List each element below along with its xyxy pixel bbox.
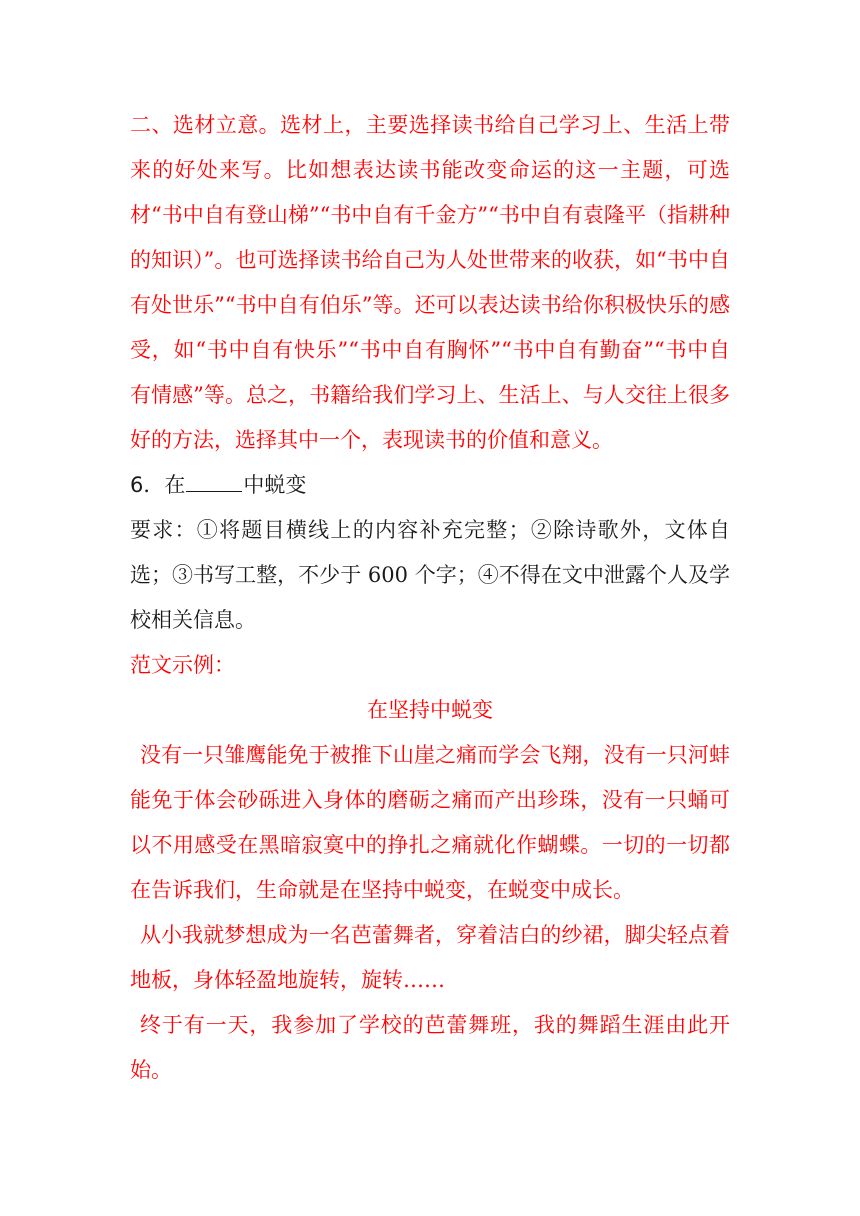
document-page <box>130 103 730 1093</box>
analysis-paragraph: 二、选材立意。选材上，主要选择读书给自己学习上、生活上带来的好处来写。比如想表达读书能改变命运的这一主题，可选材“书中自有登山梯”“书中自有千金方”“书中自有袁隆平（指耕种的知识）”。也可选择读书给自己为人处世带来的收获，如“书中自有处世乐”“书中自有伯乐”等。还可以表达读书给你积极快乐的感受，如“书中自有快乐”“书中自有胸怀”“书中自有勤奋”“书中自有情感”等。总之，书籍给我们学习上、生活上、与人交往上很多好的方法，选择其中一个，表现读书的价值和意义。 <box>130 113 730 452</box>
question-prefix: 在 <box>164 473 186 497</box>
sample-paragraph-2: 从小我就梦想成为一名芭蕾舞者，穿着洁白的纱裙，脚尖轻点着地板，身体轻盈地旋转，旋转…… <box>130 923 730 992</box>
sample-label: 范文示例： <box>130 653 235 677</box>
sample-paragraph-1: 没有一只雏鹰能免于被推下山崖之痛而学会飞翔，没有一只河蚌能免于体会砂砾进入身体的磨砺之痛而产出珍珠，没有一只蛹可以不用感受在黑暗寂寞中的挣扎之痛就化作蝴蝶。一切的一切都在告诉我们，生命就是在坚持中蜕变，在蜕变中成长。 <box>130 743 730 902</box>
sample-title: 在坚持中蜕变 <box>367 698 493 722</box>
fill-in-blank <box>186 469 242 492</box>
question-suffix: 中蜕变 <box>243 473 307 497</box>
question-number: 6． <box>130 473 165 497</box>
sample-paragraph-3: 终于有一天，我参加了学校的芭蕾舞班，我的舞蹈生涯由此开始。 <box>130 1013 730 1082</box>
question-requirements: 要求：①将题目横线上的内容补充完整；②除诗歌外，文体自选；③书写工整，不少于 600 个字；④不得在文中泄露个人及学校相关信息。 <box>130 518 730 632</box>
question-title <box>130 463 730 508</box>
